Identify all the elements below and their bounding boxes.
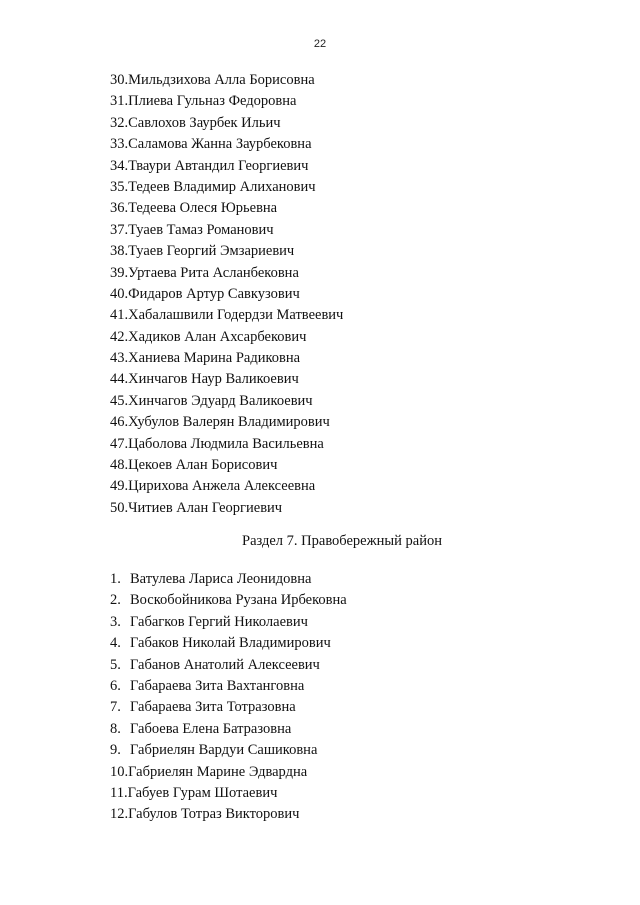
list-item: 46.Хубулов Валерян Владимирович xyxy=(110,414,330,431)
list-item: 31.Плиева Гульназ Федоровна xyxy=(110,93,297,110)
list-item-number: 6. xyxy=(110,677,121,694)
list-item-name: Габулов Тотраз Викторович xyxy=(128,806,300,823)
list-item xyxy=(110,655,347,676)
list-item-number: 11. xyxy=(110,784,128,801)
list-item-name: Габуев Гурам Шотаевич xyxy=(127,784,278,801)
list-item-name: Габриелян Марине Эдвардна xyxy=(128,763,308,780)
list-item-number: 5. xyxy=(110,656,121,673)
list-item xyxy=(110,612,347,633)
list-item: 42.Хадиков Алан Ахсарбекович xyxy=(110,328,307,345)
list-item: 30.Мильдзихова Алла Борисовна xyxy=(110,72,315,88)
list-item: 50.Читиев Алан Георгиевич xyxy=(110,499,283,516)
name-list-continued xyxy=(110,70,343,519)
list-item: 35.Тедеев Владимир Алиханович xyxy=(110,178,316,195)
list-item-name: Воскобойникова Рузана Ирбековна xyxy=(130,592,347,609)
list-item: 33.Саламова Жанна Заурбековна xyxy=(110,136,312,153)
list-item: 47.Цаболова Людмила Васильевна xyxy=(110,435,324,452)
list-item-name: Габанов Анатолий Алексеевич xyxy=(130,656,320,673)
section-heading: Раздел 7. Правобережный район xyxy=(242,533,442,549)
list-item-number: 3. xyxy=(110,613,121,630)
list-item xyxy=(110,590,347,611)
list-item-number: 12. xyxy=(110,806,129,823)
list-item: 41.Хабалашвили Годердзи Матвеевич xyxy=(110,307,344,324)
list-item: 45.Хинчагов Эдуард Валикоевич xyxy=(110,392,313,409)
list-item-number: 2. xyxy=(110,592,121,609)
list-item: 34.Тваури Автандил Георгиевич xyxy=(110,157,309,174)
list-item: 37.Туаев Тамаз Романович xyxy=(110,221,274,238)
list-item-number: 10. xyxy=(110,763,129,780)
page-number: 22 xyxy=(313,38,327,50)
list-item xyxy=(110,740,347,761)
list-item xyxy=(110,633,347,654)
list-item-number: 9. xyxy=(110,742,121,759)
list-item-name: Габаков Николай Владимирович xyxy=(130,635,331,652)
list-item xyxy=(110,804,347,825)
list-item xyxy=(110,676,347,697)
list-item: 49.Цирихова Анжела Алексеевна xyxy=(110,478,316,495)
list-item-number: 4. xyxy=(110,635,121,652)
list-item-name: Габараева Зита Вахтанговна xyxy=(130,677,305,694)
list-item-name: Габоева Елена Батразовна xyxy=(130,720,292,737)
list-item: 43.Ханиева Марина Радиковна xyxy=(110,350,301,367)
list-item: 48.Цекоев Алан Борисович xyxy=(110,457,278,474)
list-item xyxy=(110,719,347,740)
list-item-name: Ватулева Лариса Леонидовна xyxy=(130,571,312,587)
list-item xyxy=(110,783,347,804)
list-item: 39.Уртаева Рита Асланбековна xyxy=(110,264,299,281)
list-item: 36.Тедеева Олеся Юрьевна xyxy=(110,200,278,217)
list-item-number: 8. xyxy=(110,720,121,737)
list-item-name: Габараева Зита Тотразовна xyxy=(130,699,296,716)
list-item xyxy=(110,697,347,718)
list-item xyxy=(110,762,347,783)
list-item: 44.Хинчагов Наур Валикоевич xyxy=(110,371,299,388)
list-item: 32.Савлохов Заурбек Ильич xyxy=(110,114,281,131)
list-item-name: Габагков Гергий Николаевич xyxy=(130,613,308,630)
name-list-section-7 xyxy=(110,569,347,826)
list-item-number: 7. xyxy=(110,699,121,716)
list-item xyxy=(110,569,347,590)
list-item: 38.Туаев Георгий Эмзариевич xyxy=(110,243,295,260)
list-item: 40.Фидаров Артур Савкузович xyxy=(110,285,300,302)
list-item-name: Габриелян Вардуи Сашиковна xyxy=(130,742,318,759)
list-item-number: 1. xyxy=(110,571,121,587)
